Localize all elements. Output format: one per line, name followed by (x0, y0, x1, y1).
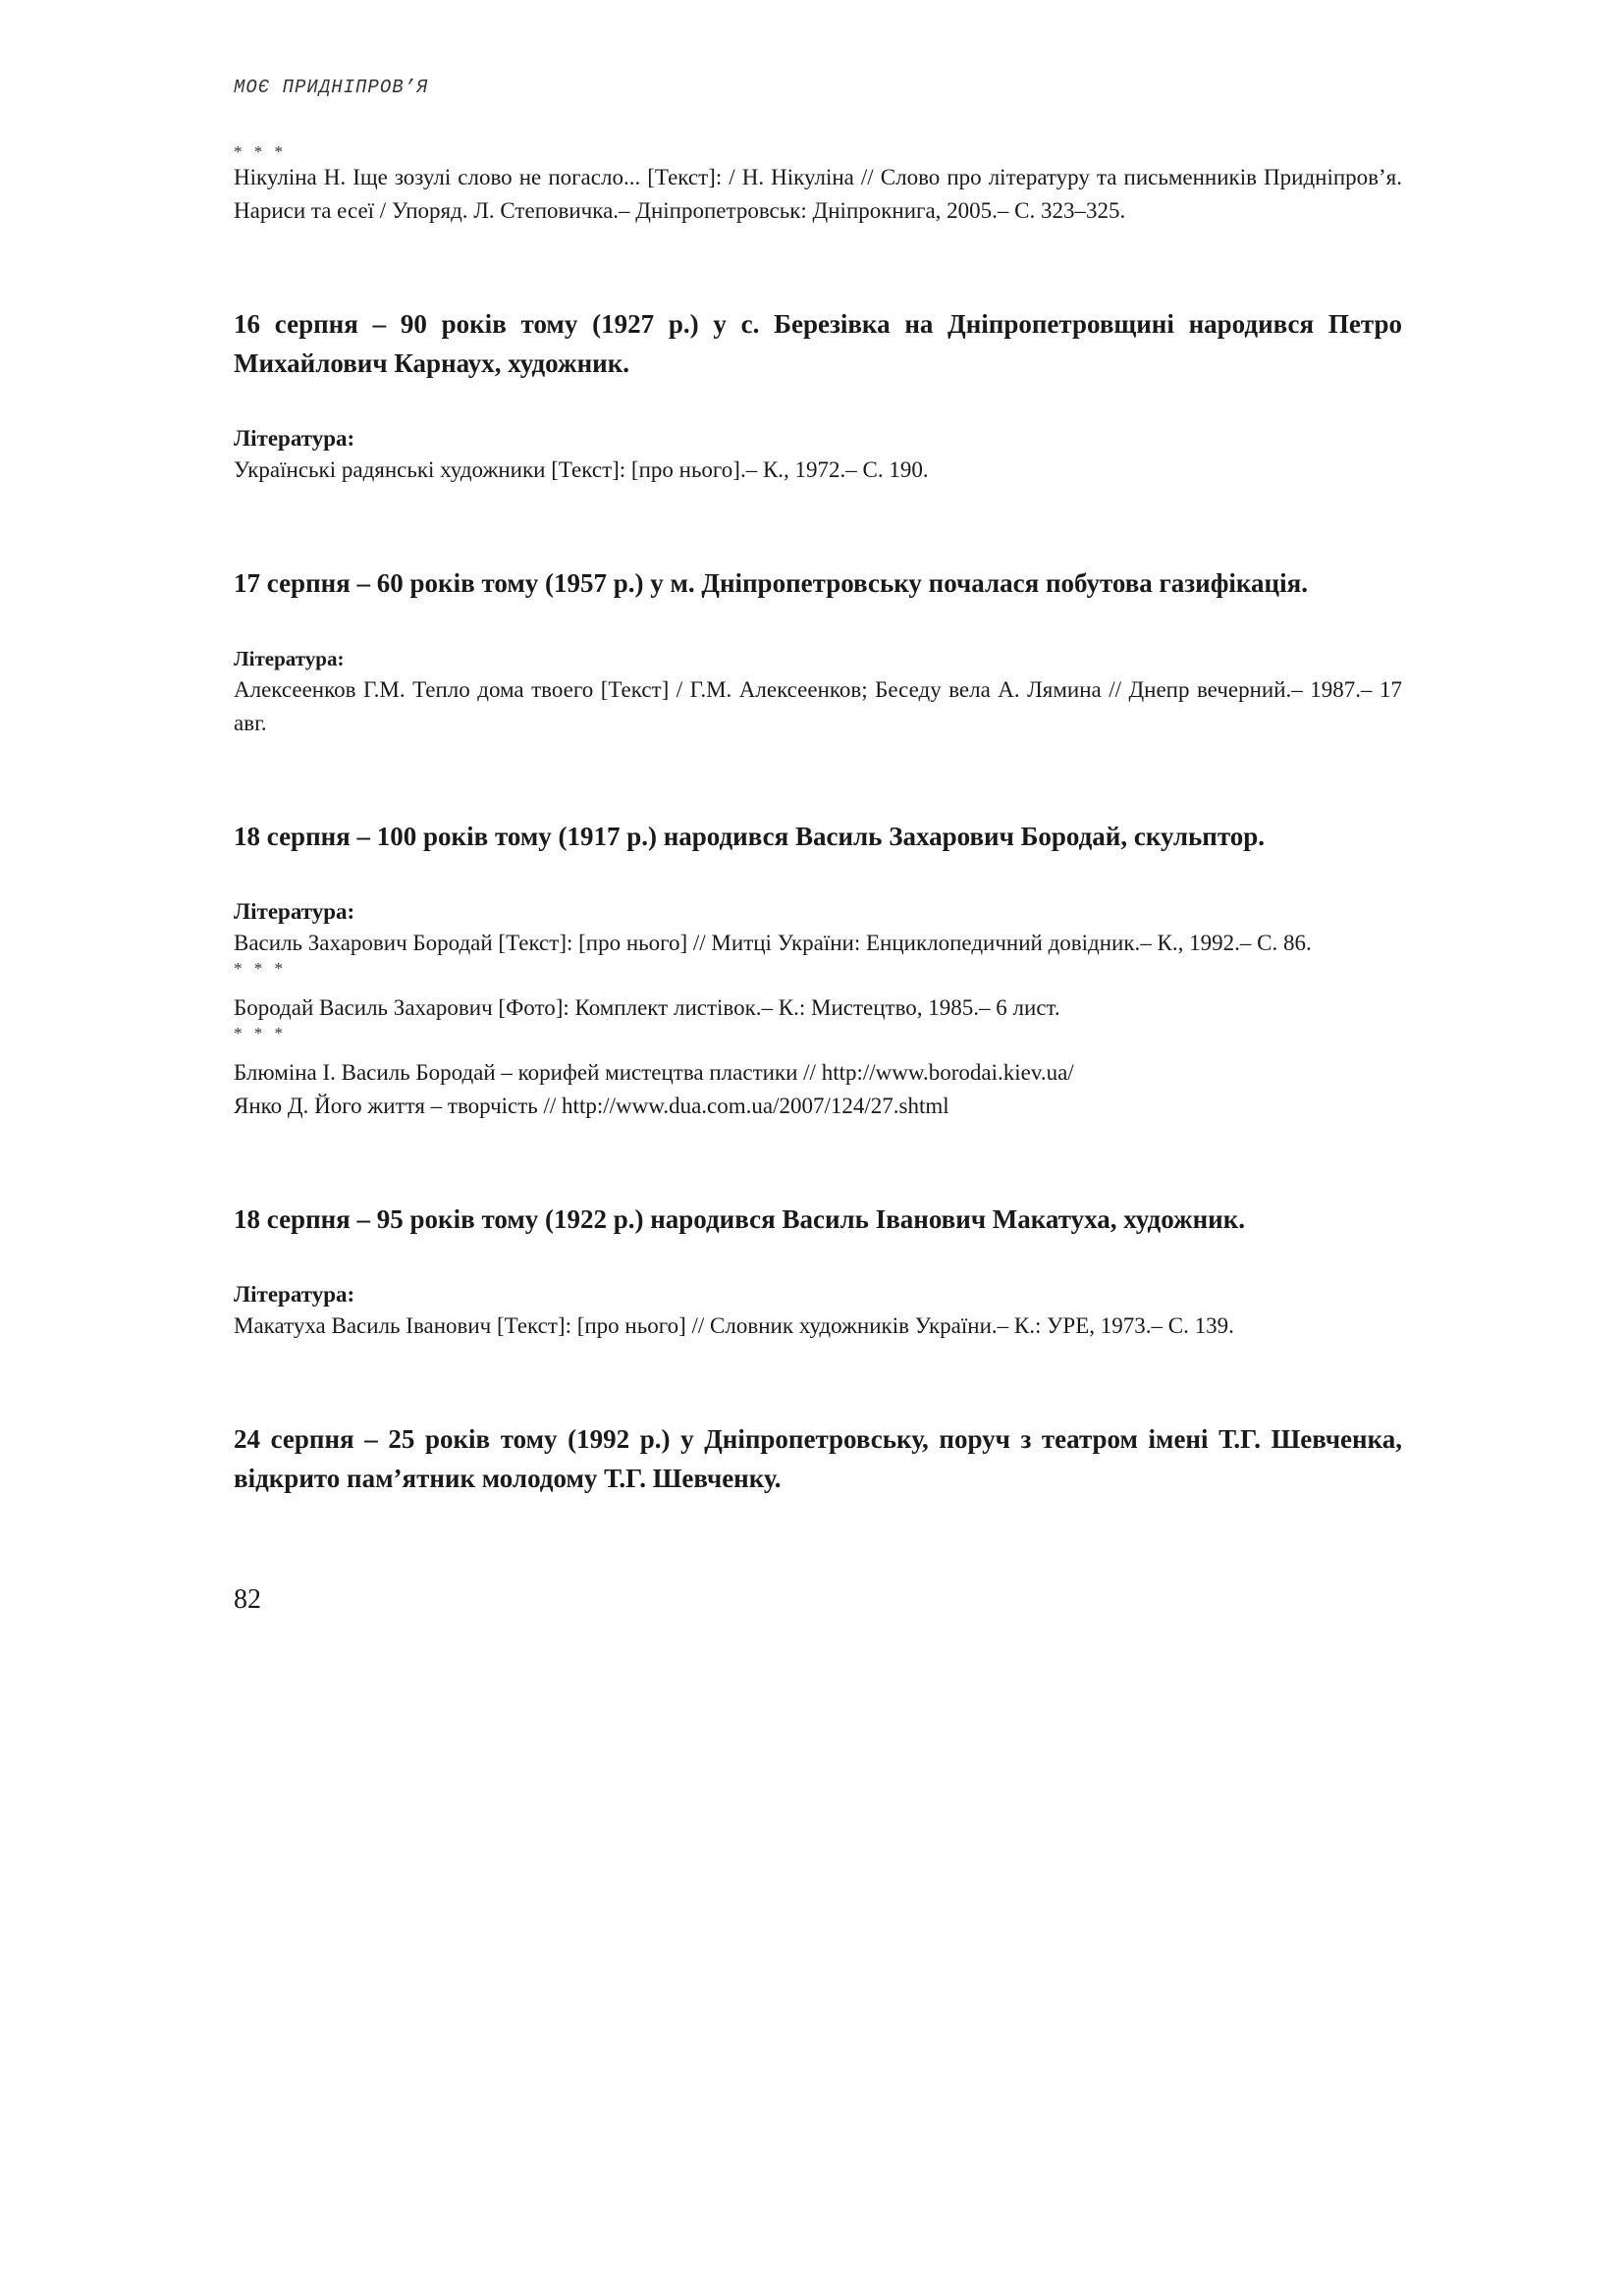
literature-label: Література: (234, 1282, 355, 1307)
reference-entry: Василь Захарович Бородай [Текст]: [про нього] // Митці України: Енциклопедичний довідник.– К., 1992.– С. 86. (234, 931, 1312, 955)
reference-entry: Блюміна І. Василь Бородай – корифей мистецтва пластики // http://www.borodai.kiev.ua/ (234, 1060, 1074, 1085)
section-separator: * * * (234, 959, 287, 978)
entry-heading: 18 серпня – 100 років тому (1917 р.) народився Василь Захарович Бородай, скульптор. (234, 822, 1266, 851)
page-content (234, 143, 1402, 1498)
reference-entry: Нікуліна Н. Іще зозулі слово не погасло... [Текст]: / Н. Нікуліна // Слово про літературу та письменників Придніпров’я. Нариси та есеї / Упоряд. Л. Степовичка.– Дніпропетровськ: Дніпрокнига, 2005.– С. 323–325. (234, 165, 1402, 223)
entry-heading: 18 серпня – 95 років тому (1922 р.) народився Василь Іванович Макатуха, художник. (234, 1204, 1246, 1234)
entry-heading: 17 серпня – 60 років тому (1957 р.) у м. Дніпропетровську почалася побутова газифікація. (234, 568, 1308, 598)
entry-heading: 24 серпня – 25 років тому (1992 р.) у Дніпропетровську, поруч з театром імені Т.Г. Шевченка, відкрито пам’ятник молодому Т.Г. Шевченку. (234, 1424, 1402, 1493)
literature-label: Література: (234, 899, 355, 924)
entry-heading: 16 серпня – 90 років тому (1927 р.) у с. Березівка на Дніпропетровщині народився Петро Михайлович Карнаух, художник. (234, 309, 1402, 378)
reference-entry: Українські радянські художники [Текст]: [про нього].– К., 1972.– С. 190. (234, 457, 929, 482)
reference-entry: Янко Д. Його життя – творчість // http://www.dua.com.ua/2007/124/27.shtml (234, 1094, 949, 1118)
section-separator: * * * (234, 1024, 287, 1042)
reference-entry: Макатуха Василь Іванович [Текст]: [про нього] // Словник художників України.– К.: УРЕ, 1973.– С. 139. (234, 1313, 1234, 1338)
literature-label: Література: (234, 426, 355, 451)
reference-entry: Алексеенков Г.М. Тепло дома твоего [Текст] / Г.М. Алексеенков; Беседу вела А. Лямина // Днепр вечерний.– 1987.– 17 авг. (234, 677, 1402, 735)
running-header: МОЄ ПРИДНІПРОВ’Я (234, 77, 429, 98)
reference-entry: Бородай Василь Захарович [Фото]: Комплект листівок.– К.: Мистецтво, 1985.– 6 лист. (234, 995, 1060, 1020)
literature-label: Література: (234, 647, 345, 670)
section-separator: * * * (234, 142, 287, 161)
page-number: 82 (234, 1584, 261, 1615)
